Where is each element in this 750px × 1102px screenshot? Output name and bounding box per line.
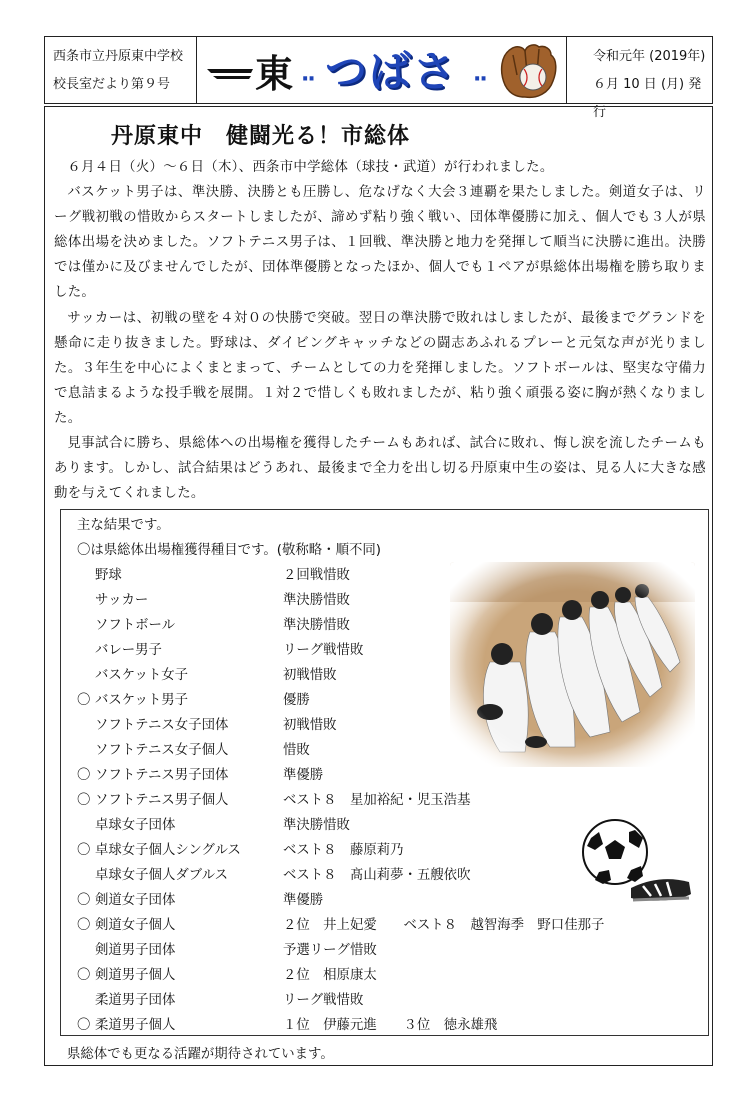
result-event: 野球 bbox=[95, 568, 122, 583]
qualified-mark: 〇 bbox=[77, 1018, 91, 1033]
article-body bbox=[54, 155, 706, 506]
header-date-box bbox=[566, 37, 712, 120]
result-outcome: ベスト８ 藤原莉乃 bbox=[283, 843, 404, 858]
paragraph: ６月４日（火）～６日（木）、西条市中学総体（球技・武道）が行われました。 bbox=[67, 160, 554, 175]
result-outcome: 優勝 bbox=[283, 693, 310, 708]
result-outcome: リーグ戦惜敗 bbox=[283, 993, 364, 1008]
qualified-mark: 〇 bbox=[77, 893, 91, 908]
newsletter-header bbox=[44, 36, 713, 120]
result-event: バスケット男子 bbox=[95, 693, 189, 708]
result-outcome: 準決勝惜敗 bbox=[283, 593, 350, 608]
result-outcome: 初戦惜敗 bbox=[283, 668, 337, 683]
era-date: 令和元年 (2019年) bbox=[593, 49, 706, 64]
header-school-box bbox=[45, 37, 197, 103]
result-outcome: 準決勝惜敗 bbox=[283, 618, 350, 633]
results-intro: 主な結果です。 bbox=[77, 518, 170, 533]
logo-dots-right: ·· bbox=[473, 67, 486, 92]
paragraph: 見事試合に勝ち、県総体への出場権を獲得したチームもあれば、試合に敗れ、悔し涙を流したチームもあります。しかし、試合結果はどうあれ、最後まで全力を出し切る丹原東中生の姿は、見る人に大きな感動を与えてくれました。 bbox=[54, 436, 706, 502]
result-outcome: 惜敗 bbox=[283, 743, 310, 758]
qualified-mark: 〇 bbox=[77, 843, 91, 858]
result-event: 柔道男子団体 bbox=[95, 993, 176, 1008]
result-event: バスケット女子 bbox=[95, 668, 189, 683]
results-note: 〇は県総体出場権獲得種目です。(敬称略・順不同) bbox=[77, 543, 381, 558]
result-outcome: ２位 井上妃愛 ベスト８ 越智海季 野口佳那子 bbox=[283, 918, 605, 933]
result-outcome: ベスト８ 髙山莉夢・五艘依吹 bbox=[283, 868, 471, 883]
logo-dots-left: ·· bbox=[301, 67, 314, 92]
result-event: 剣道男子個人 bbox=[95, 968, 176, 983]
result-outcome: 予選リーグ惜敗 bbox=[283, 943, 377, 958]
qualified-mark: 〇 bbox=[77, 793, 91, 808]
result-event: 柔道男子個人 bbox=[95, 1018, 176, 1033]
result-event: バレー男子 bbox=[95, 643, 162, 658]
baseball-glove-icon bbox=[497, 41, 559, 101]
soccer-ball-icon bbox=[577, 810, 697, 910]
result-outcome: １位 伊藤元進 ３位 徳永雄飛 bbox=[283, 1018, 498, 1033]
result-event: 卓球女子個人シングルス bbox=[95, 843, 241, 858]
article-box bbox=[44, 106, 713, 1066]
result-outcome: リーグ戦惜敗 bbox=[283, 643, 364, 658]
result-event: 剣道女子個人 bbox=[95, 918, 176, 933]
result-outcome: 準優勝 bbox=[283, 893, 324, 908]
result-event: 卓球女子個人ダブルス bbox=[95, 868, 228, 883]
result-event: ソフトボール bbox=[95, 618, 176, 633]
result-event: 卓球女子団体 bbox=[95, 818, 176, 833]
school-name: 西条市立丹原東中学校 bbox=[53, 49, 184, 64]
closing-text: 県総体でも更なる活躍が期待されています。 bbox=[67, 1047, 334, 1062]
qualified-mark: 〇 bbox=[77, 968, 91, 983]
qualified-mark: 〇 bbox=[77, 918, 91, 933]
logo-kanji: 東 bbox=[255, 51, 294, 96]
paragraph: バスケット男子は、準決勝、決勝とも圧勝し、危なげなく大会３連覇を果たしました。剣道女子は、リーグ戦初戦の惜敗からスタートしましたが、諦めず粘り強く戦い、団体準優勝に加え、個人でも３人が県総体出場を決めました。ソフトテニス男子は、１回戦、準決勝と地力を発揮して順当に決勝に進出。決勝では僅かに及びませんでしたが、団体準優勝となったほか、個人でも１ペアが県総体出場権を勝ち取りました。 bbox=[54, 185, 706, 301]
result-outcome: ２位 相原康太 bbox=[283, 968, 377, 983]
result-outcome: ２回戦惜敗 bbox=[283, 568, 350, 583]
result-event: ソフトテニス男子団体 bbox=[95, 768, 229, 783]
results-box bbox=[60, 509, 709, 1036]
result-outcome: 準優勝 bbox=[283, 768, 324, 783]
baseball-team-photo bbox=[450, 562, 695, 767]
result-outcome: 準決勝惜敗 bbox=[283, 818, 350, 833]
masthead-logo bbox=[197, 37, 568, 103]
result-event: 剣道男子団体 bbox=[95, 943, 176, 958]
result-outcome: ベスト８ 星加裕紀・児玉浩基 bbox=[283, 793, 471, 808]
qualified-mark: 〇 bbox=[77, 768, 91, 783]
qualified-mark: 〇 bbox=[77, 693, 91, 708]
result-event: 剣道女子団体 bbox=[95, 893, 176, 908]
result-event: サッカー bbox=[95, 593, 149, 608]
paragraph: サッカーは、初戦の壁を４対０の快勝で突破。翌日の準決勝で敗れはしましたが、最後までグランドを懸命に走り抜きました。野球は、ダイビングキャッチなどの闘志あふれるプレーと元気な声が光りました。３年生を中心によくまとまって、チームとしての力を発揮しました。ソフトボールは、堅実な守備力で息詰まるような投手戦を展開。１対２で惜しくも敗れましたが、粘り強く頑張る姿に胸が熱くなりました。 bbox=[54, 310, 706, 426]
article-headline: 丹原東中 健闘光る！市総体 bbox=[111, 124, 411, 149]
result-event: ソフトテニス女子団体 bbox=[95, 718, 229, 733]
result-event: ソフトテニス男子個人 bbox=[95, 793, 229, 808]
result-event: ソフトテニス女子個人 bbox=[95, 743, 229, 758]
issue-date: ６月 10 日 (月) 発行 bbox=[593, 77, 702, 120]
newsletter-title: つばさ bbox=[325, 47, 458, 96]
result-outcome: 初戦惜敗 bbox=[283, 718, 337, 733]
newsletter-number: 校長室だより第９号 bbox=[53, 77, 171, 92]
wing-icon bbox=[205, 67, 255, 85]
